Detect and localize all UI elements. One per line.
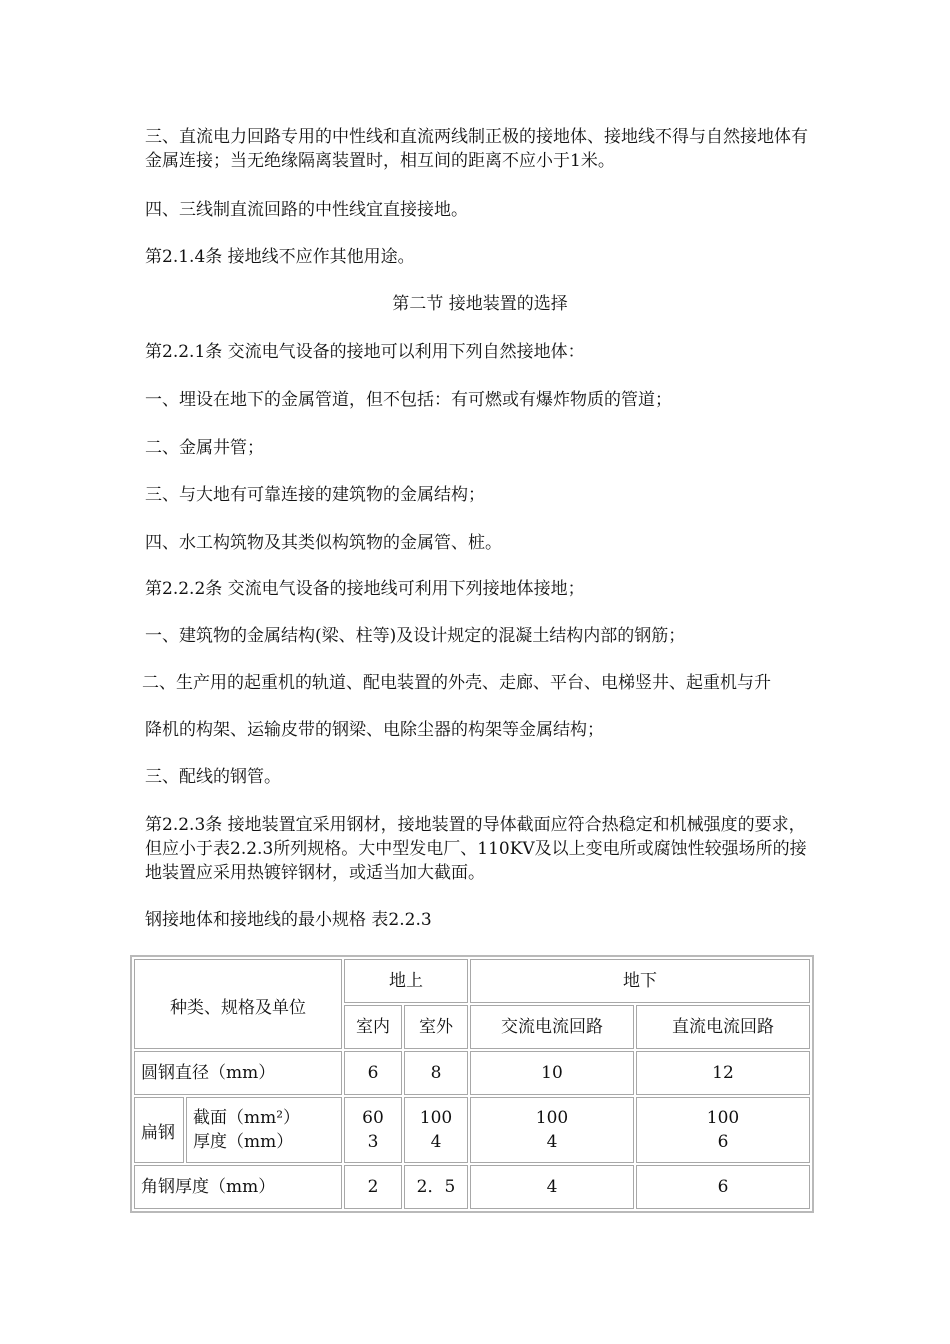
cell-flat-dc-thickness: 6 [717,1132,729,1152]
list-item-crane-rails-line2: 降机的构架、运输皮带的钢梁、电除尘器的构架等金属结构； [145,720,604,740]
header-outdoor: 室外 [404,1005,468,1049]
cell-flat-ac-thickness: 4 [546,1132,558,1152]
row-label-angle-steel: 角钢厚度（mm） [134,1165,342,1209]
cell-flat-indoor [344,1097,402,1163]
paragraph-2-1-4: 第2.1.4条 接地线不应作其他用途。 [145,247,415,267]
cell-flat-indoor-thickness: 3 [367,1132,379,1152]
cell-angle-dc: 6 [636,1165,810,1209]
list-item-well-pipes: 二、金属井管； [145,438,264,458]
list-item-hydraulic-structures: 四、水工构筑物及其类似构筑物的金属管、桩。 [145,533,502,553]
cell-angle-outdoor: 2．5 [404,1165,468,1209]
cell-flat-outdoor-thickness: 4 [430,1132,442,1152]
cell-round-ac: 10 [470,1051,634,1095]
header-below-ground: 地下 [470,959,810,1003]
row-label-flat-steel: 扁钢 [134,1097,184,1163]
flat-steel-sublabels [186,1097,342,1163]
row-label-round-steel: 圆钢直径（mm） [134,1051,342,1095]
sublabel-thickness: 厚度（mm） [193,1132,294,1152]
header-dc-circuit: 直流电流回路 [636,1005,810,1049]
cell-angle-indoor: 2 [344,1165,402,1209]
cell-flat-ac-section: 100 [535,1108,569,1128]
list-item-rebar: 一、建筑物的金属结构(梁、柱等)及设计规定的混凝土结构内部的钢筋； [145,626,686,646]
table-caption: 钢接地体和接地线的最小规格 表2.2.3 [145,910,432,930]
header-ac-circuit: 交流电流回路 [470,1005,634,1049]
list-item-conduit: 三、配线的钢管。 [145,767,281,787]
paragraph-three-wire: 四、三线制直流回路的中性线宜直接接地。 [145,200,468,220]
section-title: 第二节 接地装置的选择 [392,294,568,314]
paragraph-2-2-2: 第2.2.2条 交流电气设备的接地线可利用下列接地体接地； [145,579,585,599]
paragraph-dc-neutral: 三、直流电力回路专用的中性线和直流两线制正极的接地体、接地线不得与自然接地体有金属连接；当无绝缘隔离装置时，相互间的距离不应小于1米。 [145,127,808,171]
cell-flat-ac [470,1097,634,1163]
cell-round-indoor: 6 [344,1051,402,1095]
header-above-ground: 地上 [344,959,468,1003]
cell-flat-indoor-section: 60 [362,1108,384,1128]
cell-flat-outdoor [404,1097,468,1163]
list-item-building-structure: 三、与大地有可靠连接的建筑物的金属结构； [145,485,485,505]
cell-round-outdoor: 8 [404,1051,468,1095]
list-item-crane-rails-line1: 二、生产用的起重机的轨道、配电装置的外壳、走廊、平台、电梯竖井、起重机与升 [142,673,771,693]
min-spec-table [130,955,814,1213]
cell-flat-dc-section: 100 [706,1108,740,1128]
cell-angle-ac: 4 [470,1165,634,1209]
sublabel-section: 截面（mm²） [193,1108,301,1128]
table-row [134,1097,810,1163]
paragraph-2-2-3: 第2.2.3条 接地装置宜采用钢材，接地装置的导体截面应符合热稳定和机械强度的要求，但应小于表2.2.3所列规格。大中型发电厂、110KV及以上变电所或腐蚀性较强场所的接地装置应采用热镀锌钢材，或适当加大截面。 [145,815,807,883]
table-row [134,1165,810,1209]
cell-round-dc: 12 [636,1051,810,1095]
list-item-metal-pipes: 一、埋设在地下的金属管道，但不包括：有可燃或有爆炸物质的管道； [145,390,672,410]
header-type-unit: 种类、规格及单位 [134,959,342,1049]
cell-flat-dc [636,1097,810,1163]
cell-flat-outdoor-section: 100 [419,1108,453,1128]
table-row [134,1051,810,1095]
header-indoor: 室内 [344,1005,402,1049]
paragraph-2-2-1: 第2.2.1条 交流电气设备的接地可以利用下列自然接地体： [145,342,585,362]
